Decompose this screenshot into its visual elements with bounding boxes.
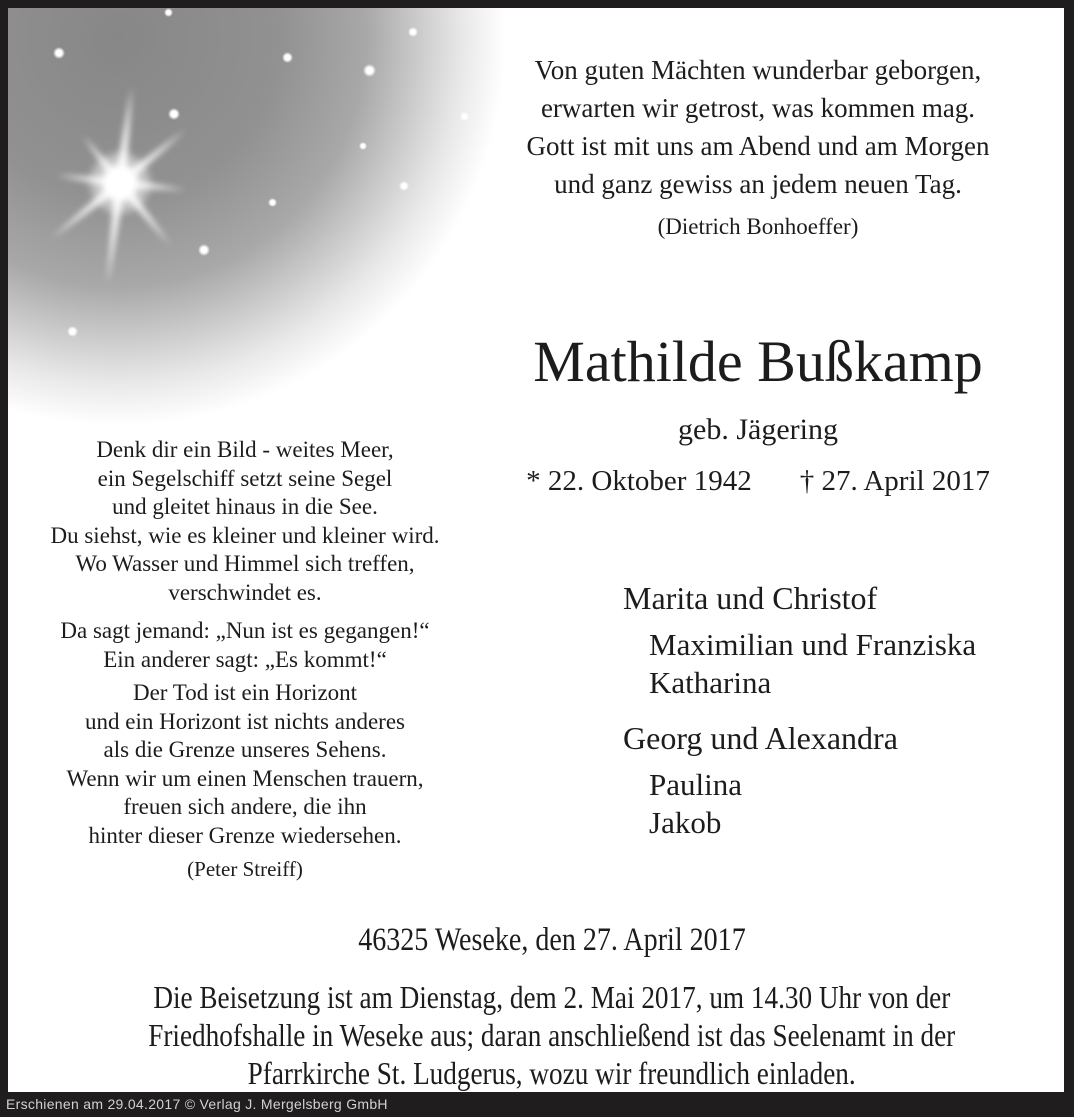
family-children: [623, 766, 1063, 842]
deceased-name: Mathilde Bußkamp: [533, 329, 983, 394]
poem-line: Denk dir ein Bild - weites Meer,: [96, 437, 394, 462]
family-group: [623, 580, 1063, 702]
family-children: [623, 626, 1063, 702]
closing-section: [8, 921, 1064, 1092]
funeral-notice: [40, 978, 1064, 1092]
poem-line: und ein Horizont ist nichts anderes: [84, 708, 405, 734]
farewell-poem: [20, 436, 470, 882]
funeral-line: Pfarrkirche St. Ludgerus, wozu wir freundlich einladen.: [247, 1055, 857, 1091]
twinkle-star-icon: [282, 52, 293, 63]
poem-line: Der Tod ist ein Horizont: [132, 680, 358, 705]
poem-line: Wo Wasser und Himmel sich treffen,: [75, 551, 415, 576]
funeral-line: Friedhofshalle in Weseke aus; daran anschließend ist das Seelenamt in der: [148, 1017, 956, 1053]
family-child: Maximilian und Franziska: [649, 627, 977, 662]
family-parents: Georg und Alexandra: [623, 720, 898, 756]
family-group: [623, 720, 1063, 842]
poem-line: verschwindet es.: [168, 579, 322, 605]
family-child: Jakob: [649, 805, 722, 840]
birth-date: * 22. Oktober 1942: [526, 465, 752, 497]
obituary-sheet: [8, 8, 1064, 1092]
twinkle-star-icon: [268, 198, 277, 207]
memorial-verse-line: erwarten wir getrost, was kommen mag.: [540, 93, 976, 123]
twinkle-star-icon: [67, 326, 78, 337]
twinkle-star-icon: [399, 181, 409, 191]
publisher-footer: [6, 1096, 388, 1112]
mourning-family: [623, 580, 1063, 842]
twinkle-star-icon: [53, 47, 65, 59]
memorial-verse-line: Gott ist mit uns am Abend und am Morgen: [526, 131, 990, 161]
poem-line: Du siehst, wie es kleiner und kleiner wird.: [50, 522, 440, 548]
poem-line: freuen sich andere, die ihn: [123, 794, 367, 819]
poem-line: Da sagt jemand: „Nun ist es gegangen!“: [60, 618, 430, 643]
funeral-line: Die Beisetzung ist am Dienstag, dem 2. Mai 2017, um 14.30 Uhr von der: [153, 979, 951, 1015]
family-child: Katharina: [649, 665, 772, 700]
twinkle-star-icon: [198, 244, 210, 256]
memorial-verse-attribution: (Dietrich Bonhoeffer): [657, 214, 859, 239]
poem-line: hinter dieser Grenze wiedersehen.: [88, 822, 402, 848]
twinkle-star-icon: [363, 64, 376, 77]
death-date: † 27. April 2017: [799, 465, 990, 497]
poem-line: und gleitet hinaus in die See.: [112, 494, 378, 519]
poem-line: Ein anderer sagt: „Es kommt!“: [103, 646, 387, 672]
poem-line: Wenn wir um einen Menschen trauern,: [66, 765, 424, 791]
poem-stanza: [20, 679, 470, 850]
poem-line: ein Segelschiff setzt seine Segel: [97, 465, 393, 491]
memorial-verse-line: und ganz gewiss an jedem neuen Tag.: [554, 169, 962, 199]
family-child: Paulina: [649, 767, 742, 802]
publisher-note: Erschienen am 29.04.2017 © Verlag J. Mergelsberg GmbH: [6, 1096, 388, 1112]
twinkle-star-icon: [164, 8, 173, 17]
memorial-verse: [458, 51, 1058, 243]
memorial-verse-line: Von guten Mächten wunderbar geborgen,: [534, 55, 982, 85]
twinkle-star-icon: [408, 27, 418, 37]
starburst-icon: [0, 48, 255, 318]
birth-name: geb. Jägering: [678, 413, 838, 446]
poem-stanza: [20, 617, 470, 674]
twinkle-star-icon: [359, 142, 367, 150]
city-date-line: 46325 Weseke, den 27. April 2017: [358, 922, 746, 958]
life-dates: [458, 464, 1058, 498]
poem-attribution: (Peter Streiff): [187, 857, 303, 881]
poem-line: als die Grenze unseres Sehens.: [103, 737, 387, 762]
starlight-artwork: [8, 8, 513, 453]
family-parents: Marita und Christof: [623, 580, 878, 616]
poem-stanza: [20, 436, 470, 607]
twinkle-star-icon: [168, 108, 180, 120]
